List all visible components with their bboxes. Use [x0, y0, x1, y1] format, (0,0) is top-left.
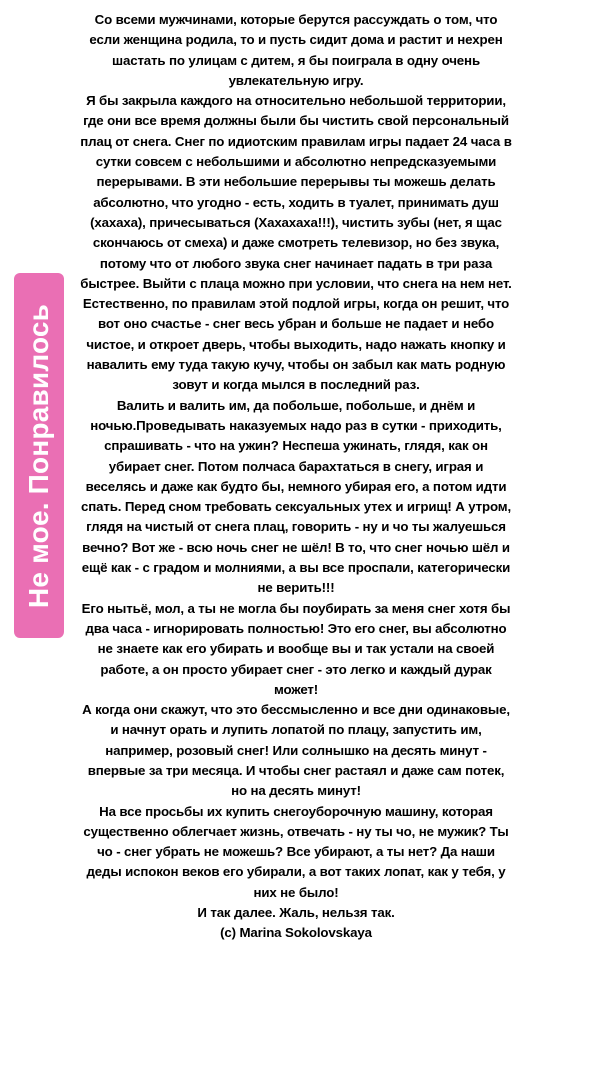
author-credit: (c) Marina Sokolovskaya: [220, 925, 372, 941]
paragraph-intro: Со всеми мужчинами, которые берутся рассуждать о том, что если женщина родила, то и пусть сидит дома и растит и нехрен шастать по улицам с дитем, я бы поиграла в одну очень увлекательную игру.: [89, 12, 503, 88]
side-badge-label: Не мое. Понравилось: [23, 303, 55, 608]
story-text: [78, 10, 514, 944]
paragraph-door: Естественно, по правилам этой подлой игры, когда он решит, что вот оно счастье - снег весь убран и больше не падает и небо чистое, и откроет дверь, чтобы выходить, надо нажать кнопку и навалить ему туда такую кучу, чтобы он забыл как мать родную зовут и когда мылся в последний раз.: [82, 296, 510, 393]
paragraph-rules: Я бы закрыла каждого на относительно небольшой территории, где они все время должны были бы чистить свой персональный плац от снега. Снег по идиотским правилам игры падает 24 часа в сутки совсем с небольшими и абсолютно непредсказуемыми перерывами. В эти небольшие перерывы ты можешь делать абсолютно, что угодно - есть, ходить в туалет, принимать душ (хахаха), причесываться (Хахахаха!!!), чистить зубы (нет, я щас скончаюсь от смеха) и даже смотреть телевизор, но без звука, потому что от любого звука снег начинает падать в три раза быстрее. Выйти с плаца можно при условии, что снега на нем нет.: [80, 93, 512, 291]
side-badge: [14, 273, 64, 638]
paragraph-snowblower: На все просьбы их купить снегоуборочную машину, которая существенно облегчает жизнь, отвечать - ну ты чо, не мужик? Ты чо - снег убрать не можешь? Все убирают, а ты нет? Да наши деды испокон веков его убирали, а вот таких лопат, как у тебя, у них не было!: [83, 803, 509, 900]
paragraph-complaints: Его нытьё, мол, а ты не могла бы поубирать за меня снег хотя бы два часа - игнорировать полностью! Это его снег, вы абсолютно не знаете как его убирать и вообще вы и так устали на своей работе, а он просто убирает снег - это легко и каждый дурак может!: [81, 600, 511, 697]
paragraph-day-night: Валить и валить им, да побольше, побольше, и днём и ночью.Проведывать наказуемых надо раз в сутки - приходить, спрашивать - что на ужин? Неспеша ужинать, глядя, как он убирает снег. Потом полчаса барахтаться в снегу, играя и веселясь и даже как будто бы, немного убирая его, а потом идти спать. Перед сном требовать сексуальных утех и игрищ! А утром, глядя на чистый от снега плац, говорить - ну и чо ты жалуешься вечно? Вот же - всю ночь снег не шёл! В то, что снег ночью шёл и ещё как - с градом и молниями, а вы все проспали, категорически не верить!!!: [80, 397, 511, 596]
paragraph-closing: И так далее. Жаль, нельзя так.: [197, 905, 395, 921]
paragraph-pink-snow: А когда они скажут, что это бессмысленно и все дни одинаковые, и начнут орать и лупить лопатой по плацу, запустить им, например, розовый снег! Или солнышко на десять минут - впервые за три месяца. И чтобы снег растаял и даже сам потек, но на десять минут!: [82, 702, 510, 799]
